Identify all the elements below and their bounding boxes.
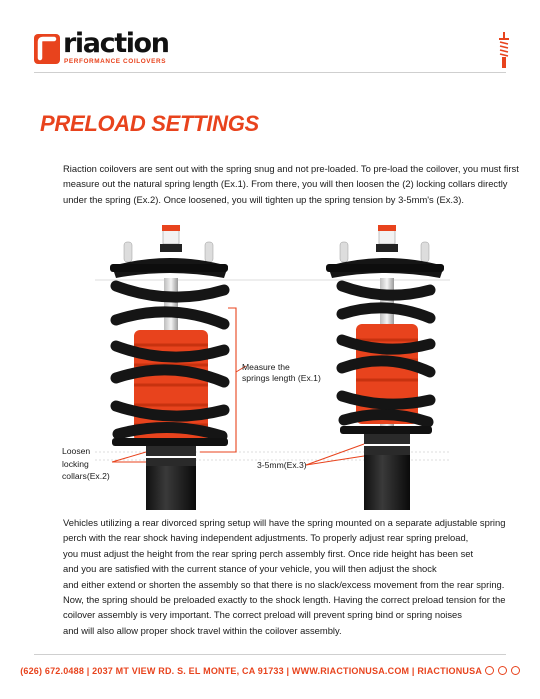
footer <box>0 666 540 676</box>
intro-line: under the spring (Ex.2). Once loosened, you will tighten up the spring tension by 3-5mm's (Ex.3). <box>63 193 464 205</box>
youtube-icon[interactable] <box>511 666 520 675</box>
label-loosen <box>62 445 110 483</box>
intro-line: Riaction coilovers are sent out with the spring snug and not pre-loaded. To pre-load the coilover, you must first <box>63 163 519 174</box>
page-title: PRELOAD SETTINGS <box>40 111 259 136</box>
label-measure <box>242 362 321 384</box>
brand-logo <box>34 30 174 70</box>
label-measure-line: Measure the <box>242 362 290 372</box>
body-paragraph <box>63 515 513 638</box>
brand-name: riaction <box>63 28 169 59</box>
label-gap: 3-5mm(Ex.3) <box>257 460 307 470</box>
facebook-icon[interactable] <box>498 666 507 675</box>
coilover-right <box>326 225 444 510</box>
coilover-left <box>110 225 228 510</box>
body-line: and will also allow proper shock travel within the coilover assembly. <box>63 624 342 636</box>
instagram-icon[interactable] <box>485 666 494 675</box>
body-line: Now, the spring should be preloaded exactly to the shock length. Having the correct preload tension for the <box>63 594 506 606</box>
body-line: and either extend or shorten the assembly so that there is no slack/excess movement from the rear spring. <box>63 578 505 590</box>
body-line: perch with the rear shock having independent adjustments. To properly adjust rear spring preload, <box>63 532 469 544</box>
body-line: Vehicles utilizing a rear divorced spring setup will have the spring mounted on a separate adjustable spring <box>63 517 506 528</box>
label-measure-line: springs length (Ex.1) <box>242 373 321 383</box>
label-loosen-line: collars(Ex.2) <box>62 471 110 481</box>
brand-tagline: PERFORMANCE COILOVERS <box>64 58 167 65</box>
footer-divider <box>34 654 506 655</box>
label-loosen-line: locking <box>62 458 89 469</box>
intro-paragraph <box>63 161 519 207</box>
footer-text: (626) 672.0488 | 2037 MT VIEW RD. S. EL MONTE, CA 91733 | WWW.RIACTIONUSA.COM | RIACTIONUSA <box>20 666 482 676</box>
intro-line: measure out the natural spring length (Ex.1). From there, you will then loosen the (2) locking collars directly <box>63 178 508 190</box>
riaction-logo-mark <box>34 34 60 64</box>
label-loosen-line: Loosen <box>62 446 91 456</box>
body-line: and you are satisfied with the current stance of your vehicle, you will then adjust the shock <box>63 563 437 575</box>
body-line: coilover assembly is very important. The correct preload will prevent spring bind or spring noises <box>63 609 462 621</box>
body-line: you must adjust the height from the rear spring perch assembly first. Once ride height has been set <box>63 547 474 559</box>
header-divider <box>34 72 506 73</box>
coilover-icon <box>498 32 510 68</box>
